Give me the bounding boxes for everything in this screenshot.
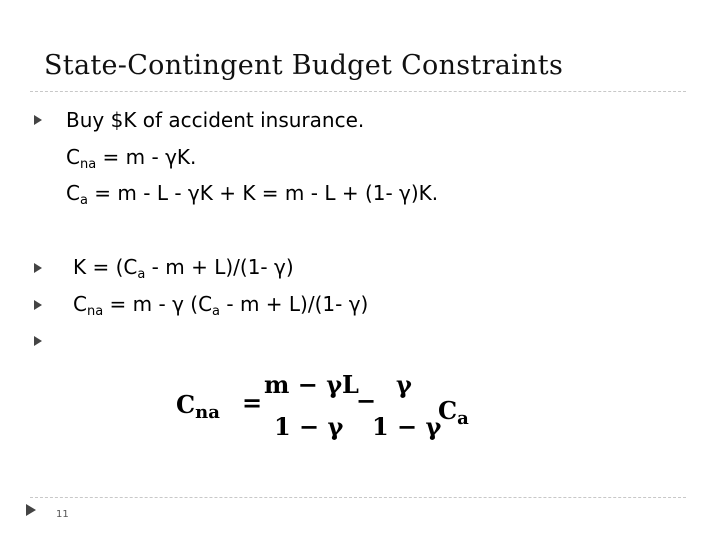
bullet-arrow-icon — [34, 300, 42, 310]
bullet-1-text: Buy $K of accident insurance. — [66, 108, 365, 132]
equation-equals: = — [242, 388, 263, 417]
fraction-1-numerator: m − γL — [264, 370, 359, 399]
bullet-arrow-icon — [34, 336, 42, 346]
bullet-1-line-2: $C_{na} = m - \gamma K$. — [66, 145, 197, 172]
page-number: 11 — [56, 509, 69, 520]
fraction-1-denominator: 1 − γ — [274, 412, 344, 441]
fraction-2-denominator: 1 − γ — [372, 412, 442, 441]
slide-title: State-Contingent Budget Constraints — [44, 50, 564, 81]
budget-equation — [176, 370, 476, 450]
equation-minus: − — [356, 386, 377, 415]
equation-lhs: $C_{na}$ — [176, 390, 220, 423]
bullet-arrow-icon — [34, 263, 42, 273]
footer-arrow-icon — [26, 504, 36, 516]
title-divider — [30, 91, 686, 92]
bullet-arrow-icon — [34, 115, 42, 125]
footer-divider — [30, 497, 686, 498]
bullet-2-text: $K = (C_a - m + L)/(1-$ γ) — [73, 255, 294, 282]
bullet-3-text: $C_{na} = m - \gamma$ $(C_a - m + L)/(1-$ γ) — [73, 292, 369, 319]
fraction-2-numerator: γ — [396, 370, 412, 399]
bullet-1-line-3: $C_a = m - L - \gamma K + K = m - L + (1-$ γ)K. — [66, 181, 439, 208]
equation-rhs: $C_a$ — [438, 396, 469, 429]
